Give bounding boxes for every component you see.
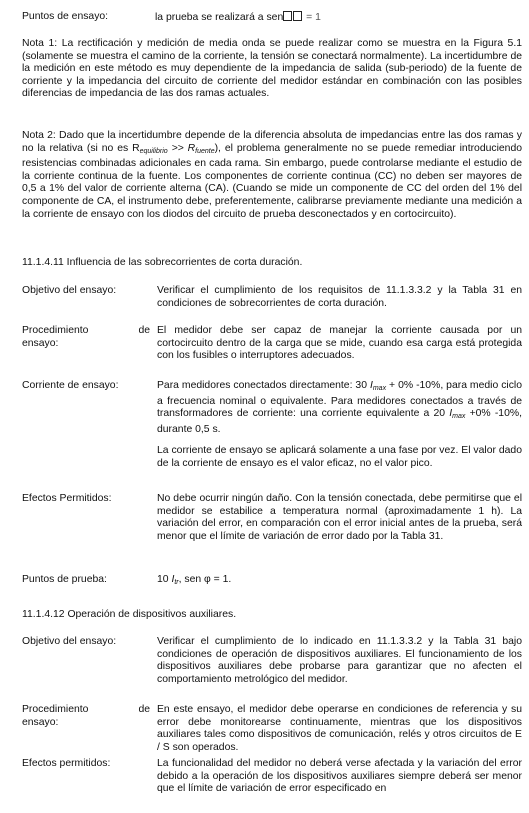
row-value: El medidor debe ser capaz de manejar la corriente causada por un cortocircuito dentro de la carga que se mide, cuando esa carga está protegida con los fusibles o interruptores adecuados. <box>157 325 522 362</box>
imax-symbol: I <box>369 380 373 391</box>
row-value <box>157 574 522 590</box>
row-label: Objetivo del ensayo: <box>22 636 117 647</box>
row-value <box>155 11 520 26</box>
label-part-a: Procedimiento <box>22 325 89 336</box>
puntos-ensayo-text: la prueba se realizará a sen <box>155 12 284 23</box>
puntos-v2: , sen φ = 1. <box>178 574 232 585</box>
nota-2 <box>22 130 522 221</box>
nota-2-text <box>22 130 522 221</box>
puntos-ensayo-tail: = 1 <box>306 12 321 23</box>
corriente-p1a: Para medidores conectados directamente: 30 <box>157 380 370 391</box>
label-part-c: ensayo: <box>22 716 59 728</box>
label-part-a: Procedimiento <box>22 704 89 715</box>
label-part-c: ensayo: <box>22 337 59 349</box>
label-part-b: de <box>138 325 150 336</box>
row-value: Verificar el cumplimiento de los requisitos de 11.1.3.3.2 y la Tabla 31 en condiciones de sobrecorrientes de corta duración. <box>157 285 522 309</box>
imax-symbol: I <box>449 408 453 420</box>
row-label: Objetivo del ensayo: <box>22 285 117 296</box>
row-value: No debe ocurrir ningún daño. Con la tensión conectada, debe permitirse que el medidor se estabilice a temperatura normal (aproximadamente 1 h). La variación del error, en comparación con el error inicial antes de la prueba, será menor que el límite de variación de error dado por la Tabla 31. <box>157 493 522 542</box>
section-heading-11-1-4-12: 11.1.4.12 Operación de dispositivos auxiliares. <box>22 609 237 620</box>
nota-2-part1: Nota 2: Dado que la incertidumbre depende de la diferencia absoluta de impedancias entre las dos ramas y no la relativa (si no es R <box>22 130 522 154</box>
nota-2-sub2: fuente <box>195 147 215 155</box>
nota-2-part3: ), el problema generalmente no se puede remediar introduciendo resistencias combinadas adicionales en cada rama. Sin embargo, puede controlarse mediante el estudio de la corriente continua de la fuente. Los componentes de corriente continua (CC) no deben ser mayores de 0,5 a 1% del valor de corriente alterna (CA). (Cuando se mide un componente de CC del orden del 1% del componente de CA, el instrumento debe, preferentemente, calibrarse previamente mediante una medición a la corriente de ensayo con los diodos del circuito de prueba desconectados y en cortocircuito). <box>22 142 522 220</box>
corriente-p2: La corriente de ensayo se aplicará solamente a una fase por vez. El valor dado de la corriente de ensayo es el valor eficaz, no el valor pico. <box>157 445 522 469</box>
label-part-b: de <box>138 704 150 715</box>
puntos-v1: 10 <box>157 574 172 585</box>
nota-1-text: Nota 1: La rectificación y medición de media onda se puede realizar como se muestra en la Figura 5.1 (solamente se muestra el camino de la corriente, la tensión se conectará normalmente). La incertidumbre de la medición en este método es muy dependiente de la impedancia de salida (sub-periodo) de la fuente de corriente y la impedancia del circuito de corriente del medidor estándar en combinación con las posibles diferencias de impedancia de las dos ramas actuales. <box>22 38 522 100</box>
nota-1 <box>22 38 522 101</box>
row-label <box>22 325 150 350</box>
row-label: Efectos permitidos: <box>22 758 111 769</box>
section-heading-11-1-4-11: 11.1.4.11 Influencia de las sobrecorrientes de corta duración. <box>22 257 303 268</box>
row-label: Corriente de ensayo: <box>22 380 119 391</box>
row-value: En este ensayo, el medidor debe operarse en condiciones de referencia y su error debe monitorearse continuamente, mientras que los dispositivos auxiliares tales como dispositivos de comunicación, relés y otros circuitos de E / S son operados. <box>157 704 522 753</box>
itr-sub: tr <box>174 579 179 586</box>
corriente-p1 <box>157 380 522 436</box>
row-label: Puntos de prueba: <box>22 574 107 585</box>
nota-2-part2: >> R <box>167 142 196 154</box>
row-label: Efectos Permitidos: <box>22 493 112 504</box>
corriente-p1b: + 0% -10%, para medio ciclo a frecuencia nominal o equivalente. Para medidores conectados a través de transformadores de corriente: una corriente equivalente a 20 <box>157 380 522 420</box>
imax-sub: max <box>372 385 387 392</box>
row-label: Puntos de ensayo: <box>22 11 109 22</box>
row-label <box>22 704 150 729</box>
row-value: Verificar el cumplimiento de lo indicado en 11.1.3.3.2 y la Tabla 31 bajo condiciones de operación de dispositivos auxiliares. El funcionamiento de los dispositivos auxiliares debe probarse para garantizar que no afecten el comportamiento metrológico del medidor. <box>157 636 522 685</box>
missing-glyph-boxes-icon <box>283 11 303 26</box>
row-value <box>157 380 522 471</box>
corriente-p1c: +0% -10%, durante 0,5 s. <box>157 408 522 435</box>
imax-sub: max <box>452 413 466 421</box>
nota-2-sub1: equilibrio <box>139 147 168 155</box>
itr-symbol: I <box>171 574 175 585</box>
row-value: La funcionalidad del medidor no deberá verse afectada y la variación del error debido a la operación de los dispositivos auxiliares siempre deberá ser menor que el límite de variación de error especificado en <box>157 758 522 795</box>
